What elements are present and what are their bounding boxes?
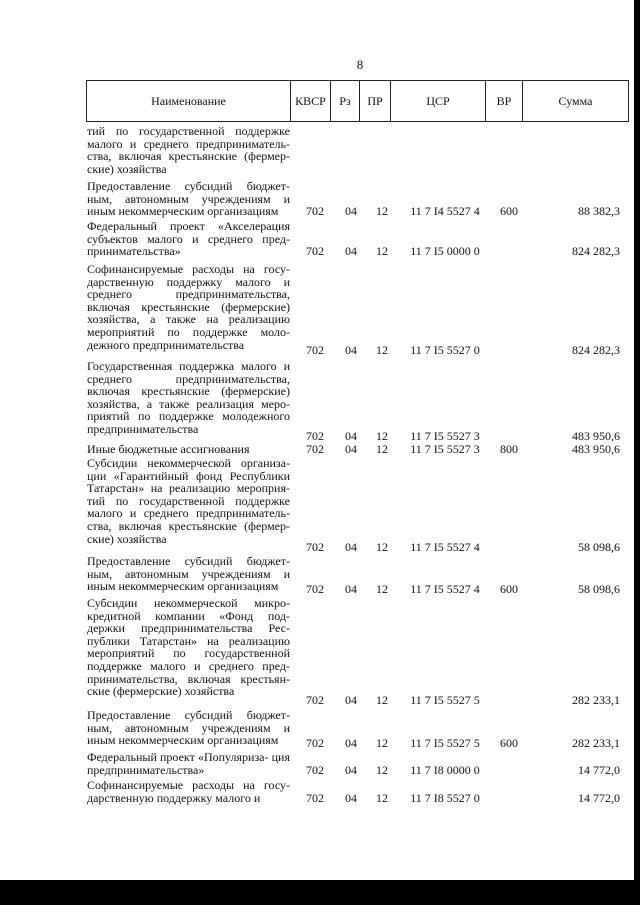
row-csr: 11 7 I5 0000 0 <box>410 244 480 258</box>
row-rz: 04 <box>345 791 357 805</box>
row-kvsr: 702 <box>306 244 324 258</box>
row-csr: 11 7 I5 5527 0 <box>410 343 480 357</box>
row-kvsr: 702 <box>306 582 324 596</box>
row-csr: 11 7 I5 5527 3 <box>410 429 480 443</box>
header-sum: Сумма <box>558 93 593 108</box>
row-name: Иные бюджетные ассигнования <box>87 442 250 456</box>
row-csr: 11 7 I5 5527 5 <box>410 693 480 707</box>
row-kvsr: 702 <box>306 763 324 777</box>
row-kvsr: 702 <box>306 429 324 443</box>
page-number: 8 <box>356 57 364 72</box>
row-pr: 12 <box>376 736 388 750</box>
header-rz: Рз <box>331 81 360 121</box>
row-name: Предоставление субсидий бюджет- ным, автономным учреждениям и иным некоммерческим организациям <box>87 554 290 594</box>
header-csr: ЦСР <box>391 81 486 121</box>
row-name: Софинансируемые расходы на госу- дарственную поддержку малого и среднего предпринимательства, включая крестьянские (фермерские) хозяйства, а также на реализацию мероприятий по поддержке моло- дежного предпринимательства <box>87 262 290 352</box>
row-name: Софинансируемые расходы на госу- дарственную поддержку малого и <box>87 778 290 805</box>
row-sum: 824 282,3 <box>572 244 620 258</box>
row-sum: 58 098,6 <box>578 540 620 554</box>
row-name: Субсидии некоммерческой организа- ции «Гарантийный фонд Республики Татарстан» на реализацию мероприя- тий по государственной поддержке малого и среднего предприниматель- ства, включая крестьянские (фермер- ские) хозяйства <box>87 456 290 546</box>
row-sum: 58 098,6 <box>578 582 620 596</box>
row-name: Предоставление субсидий бюджет- ным, автономным учреждениям и иным некоммерческим организациям <box>87 708 290 748</box>
row-csr: 11 7 I5 5527 3 <box>410 442 480 456</box>
row-rz: 04 <box>345 244 357 258</box>
row-sum: 88 382,3 <box>578 204 620 218</box>
row-sum: 14 772,0 <box>578 791 620 805</box>
row-pr: 12 <box>376 429 388 443</box>
row-pr: 12 <box>376 442 388 456</box>
row-csr: 11 7 I4 5527 4 <box>410 204 480 218</box>
row-sum: 483 950,6 <box>572 442 620 456</box>
row-name: Государственная поддержка малого и среднего предпринимательства, включая крестьянские (фермерские) хозяйства, а также реализация меро- приятий по поддержке молодежного предпринимательства <box>87 359 290 436</box>
row-vr: 600 <box>500 736 518 750</box>
row-pr: 12 <box>376 343 388 357</box>
row-rz: 04 <box>345 736 357 750</box>
row-csr: 11 7 I8 5527 0 <box>410 791 480 805</box>
row-vr: 800 <box>500 442 518 456</box>
row-pr: 12 <box>376 693 388 707</box>
header-vr: ВР <box>486 81 523 121</box>
header-name: Наименование <box>87 81 291 121</box>
row-csr: 11 7 I5 5527 4 <box>410 540 480 554</box>
row-kvsr: 702 <box>306 442 324 456</box>
row-pr: 12 <box>376 763 388 777</box>
row-kvsr: 702 <box>306 791 324 805</box>
row-rz: 04 <box>345 204 357 218</box>
row-sum: 824 282,3 <box>572 343 620 357</box>
row-pr: 12 <box>376 791 388 805</box>
row-rz: 04 <box>345 540 357 554</box>
row-name: Федеральный проект «Популяриза- ция предпринимательства» <box>87 750 290 777</box>
row-csr: 11 7 I8 0000 0 <box>410 763 480 777</box>
row-rz: 04 <box>345 693 357 707</box>
row-pr: 12 <box>376 244 388 258</box>
row-rz: 04 <box>345 429 357 443</box>
row-pr: 12 <box>376 582 388 596</box>
header-kvsr: КВСР <box>291 81 331 121</box>
row-rz: 04 <box>345 763 357 777</box>
scan-edge-right <box>634 0 640 905</box>
table-header <box>86 80 629 122</box>
row-csr: 11 7 I5 5527 4 <box>410 582 480 596</box>
row-rz: 04 <box>345 582 357 596</box>
row-pr: 12 <box>376 204 388 218</box>
row-kvsr: 702 <box>306 540 324 554</box>
row-name: тий по государственной поддержке малого и среднего предприниматель- ства, включая крестьянские (фермер- ские) хозяйства <box>87 124 290 176</box>
row-sum: 483 950,6 <box>572 429 620 443</box>
header-pr: ПР <box>360 81 391 121</box>
row-pr: 12 <box>376 540 388 554</box>
row-kvsr: 702 <box>306 204 324 218</box>
row-csr: 11 7 I5 5527 5 <box>410 736 480 750</box>
row-sum: 14 772,0 <box>578 763 620 777</box>
row-rz: 04 <box>345 442 357 456</box>
scan-edge-bottom <box>0 880 640 905</box>
row-kvsr: 702 <box>306 736 324 750</box>
row-sum: 282 233,1 <box>572 693 620 707</box>
row-kvsr: 702 <box>306 343 324 357</box>
row-vr: 600 <box>500 582 518 596</box>
row-name: Предоставление субсидий бюджет- ным, автономным учреждениям и иным некоммерческим организациям <box>87 179 290 219</box>
row-kvsr: 702 <box>306 693 324 707</box>
row-vr: 600 <box>500 204 518 218</box>
row-sum: 282 233,1 <box>572 736 620 750</box>
row-name: Федеральный проект «Акселерация субъектов малого и среднего пред- принимательства» <box>87 219 290 259</box>
row-name: Субсидии некоммерческой микро- кредитной компании «Фонд под- держки предпринимательства Рес- публики Татарстан» на реализацию мероприятий по государственной поддержке малого и среднего пред- принимательства, включая крестьян- ские (фермерские) хозяйства <box>87 596 290 699</box>
row-rz: 04 <box>345 343 357 357</box>
